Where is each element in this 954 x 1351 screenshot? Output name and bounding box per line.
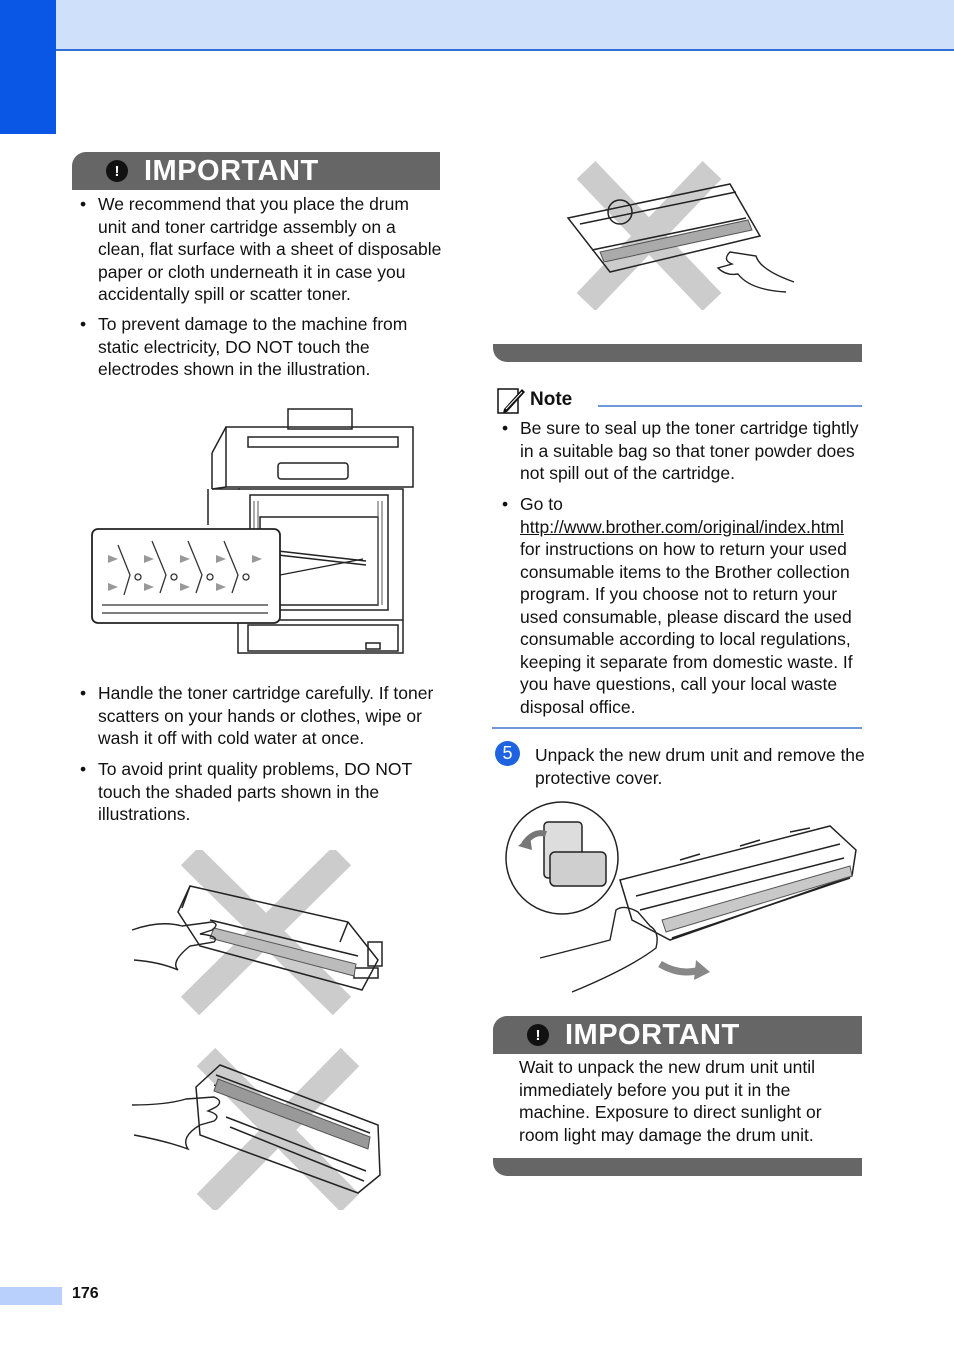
important-text: Wait to unpack the new drum unit until immediately before you put it in the machine. Exposure to direct sunlight or room light may damage the drum unit. (519, 1057, 822, 1145)
list-item: • Be sure to seal up the toner cartridge tightly in a suitable bag so that toner powder does not spill out of the cartridge. (502, 418, 859, 483)
note-go-to: Go to (520, 494, 563, 514)
drum-unit-hand-do-not-touch-illustration (550, 160, 800, 310)
note-pencil-icon (496, 385, 526, 415)
chapter-tab (0, 0, 56, 134)
printer-electrodes-illustration (88, 405, 418, 665)
exclamation-icon: ! (527, 1024, 549, 1046)
important-title: IMPORTANT (144, 154, 319, 187)
important-footer (493, 1158, 862, 1176)
note-divider (598, 405, 862, 407)
list-item: • To avoid print quality problems, DO NOT touch the shaded parts shown in the illustrations. (80, 759, 412, 824)
header-band (0, 0, 954, 51)
list-item: • To prevent damage to the machine from static electricity, DO NOT touch the electrodes shown in the illustration. (80, 314, 408, 379)
important-footer (493, 344, 862, 362)
page-number-bar (0, 1287, 62, 1305)
note-instructions: for instructions on how to return your used consumable items to the Brother collection program. If you choose not to return your used consumable, please discard the used consumable according to local regulations, keeping it separate from domestic waste. If you have questions, call your local waste disposal office. (520, 539, 853, 717)
note-label: Note (530, 389, 573, 410)
important-header (72, 152, 440, 190)
drum-protective-cover-removal-illustration (500, 800, 860, 1000)
page-number: 176 (72, 1285, 99, 1302)
toner-cartridge-do-not-touch-illustration (130, 850, 390, 1015)
drum-unit-do-not-touch-illustration (130, 1045, 390, 1210)
note-bottom-divider (492, 727, 862, 729)
list-item: • We recommend that you place the drum unit and toner cartridge assembly on a clean, flat surface with a sheet of disposable paper or cloth underneath it in case you accidentally spill or scatter toner. (80, 194, 442, 304)
step-number-badge: 5 (495, 741, 520, 766)
list-item: • Go to http://www.brother.com/original/index.html for instructions on how to return your used consumable items to the Brother collection program. If you choose not to return your used consumable, please discard the used consumable according to local regulations, keeping it separate from domestic waste. If you have questions, call your local waste disposal office. (502, 494, 853, 717)
exclamation-icon: ! (106, 160, 128, 182)
note-header (496, 385, 862, 417)
important-header (493, 1016, 862, 1054)
step-text: Unpack the new drum unit and remove the protective cover. (535, 745, 865, 788)
brother-recycling-link[interactable]: http://www.brother.com/original/index.html (520, 516, 844, 537)
list-item: • Handle the toner cartridge carefully. If toner scatters on your hands or clothes, wipe or wash it off with cold water at once. (80, 683, 434, 748)
important-title: IMPORTANT (565, 1018, 740, 1051)
